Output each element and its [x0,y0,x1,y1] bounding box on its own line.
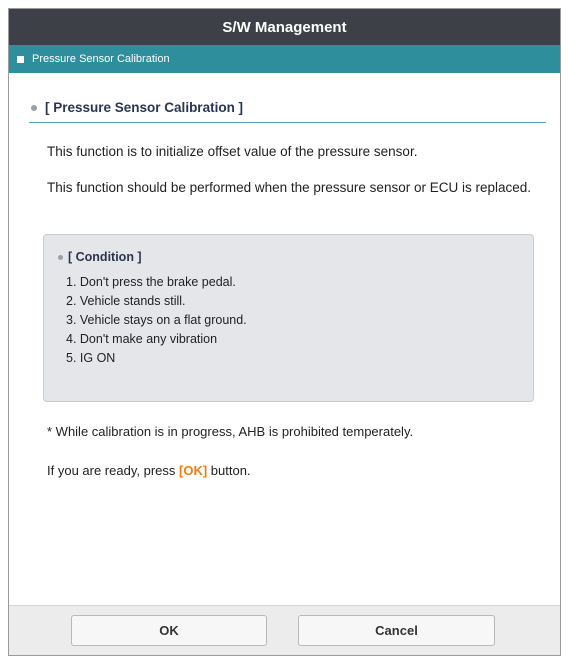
bullet-dot-icon [31,105,37,111]
warning-note: * While calibration is in progress, AHB is prohibited temperately. [47,424,414,439]
sw-management-dialog [8,8,561,656]
condition-item: 4. Don't make any vibration [66,332,218,346]
dialog-content [9,100,560,481]
ready-suffix: button. [207,463,251,478]
square-bullet-icon [17,56,24,63]
description-paragraph: This function is to initialize offset value of the pressure sensor. [47,144,418,159]
condition-item: 1. Don't press the brake pedal. [66,275,236,289]
section-title [29,100,546,123]
ok-reference: [OK] [179,463,208,478]
function-header-label: Pressure Sensor Calibration [32,53,170,65]
dialog-title: S/W Management [9,9,560,45]
ready-prefix: If you are ready, press [47,463,179,478]
instruction-paragraph: This function should be performed when the pressure sensor or ECU is replaced. [47,180,531,195]
section-title-text: [ Pressure Sensor Calibration ] [45,100,244,115]
condition-item: 5. IG ON [66,351,116,365]
ready-note [29,461,546,481]
function-header [9,45,560,73]
ok-button[interactable]: OK [71,615,267,646]
cancel-button[interactable]: Cancel [298,615,495,646]
condition-item: 2. Vehicle stands still. [66,294,186,308]
bullet-dot-icon [58,255,63,260]
condition-title [58,250,519,264]
condition-title-text: [ Condition ] [68,250,142,264]
condition-box [43,234,534,402]
button-bar [9,605,560,655]
condition-item: 3. Vehicle stays on a flat ground. [66,313,247,327]
